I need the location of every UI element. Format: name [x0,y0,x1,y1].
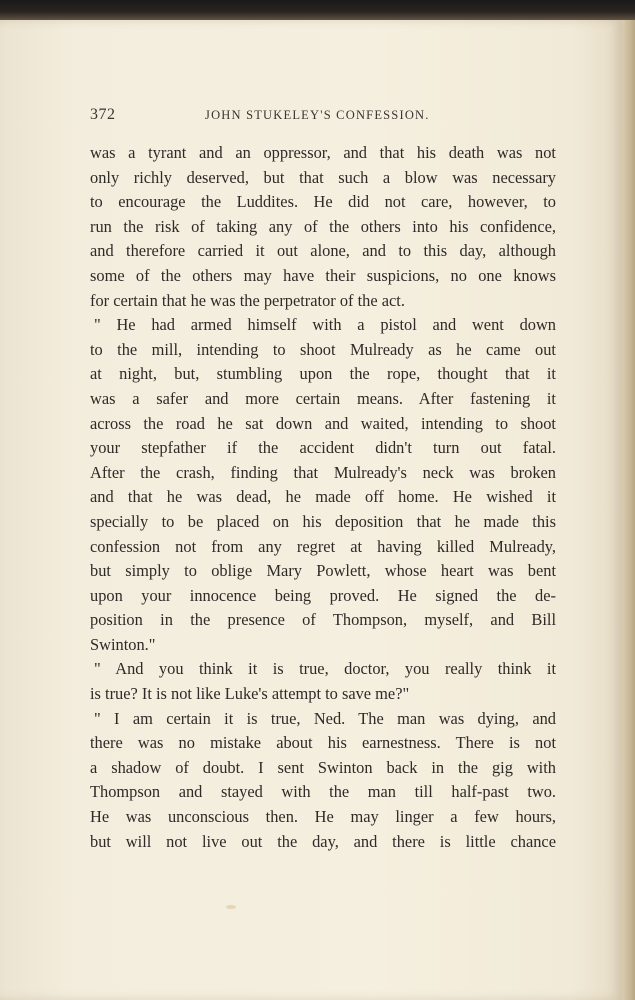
text-line: and therefore carried it out alone, and to this day, although [90,241,556,261]
text-line: your stepfather if the accident didn't turn out fatal. [90,438,556,458]
page-number: 372 [90,106,116,123]
text-line: run the risk of taking any of the others into his confidence, [90,216,556,236]
text-line: " I am certain it is true, Ned. The man was dying, and [94,708,556,728]
text-line: " He had armed himself with a pistol and went down [94,315,556,335]
text-line: is true? It is not like Luke's attempt to save me?" [90,684,410,704]
text-line: He was unconscious then. He may linger a few hours, [90,807,556,827]
text-line: across the road he sat down and waited, intending to shoot [90,413,556,433]
text-line: but will not live out the day, and there is little chance [90,831,556,851]
text-line: to encourage the Luddites. He did not care, however, to [90,192,556,212]
text-line: some of the others may have their suspicions, no one knows [90,265,556,285]
text-line: to the mill, intending to shoot Mulready as he came out [90,339,556,359]
text-line: at night, but, stumbling upon the rope, thought that it [90,364,556,384]
running-title: JOHN STUKELEY'S CONFESSION. [205,108,430,122]
text-line: was a tyrant and an oppressor, and that his death was not [90,143,556,162]
text-line: for certain that he was the perpetrator of the act. [90,290,405,310]
text-line: a shadow of doubt. I sent Swinton back in the gig with [90,757,556,777]
body-text [90,141,556,854]
book-top-edge [0,0,635,22]
text-line: " And you think it is true, doctor, you really think it [94,659,556,679]
text-line: there was no mistake about his earnestness. There is not [90,733,556,753]
text-line: only richly deserved, but that such a blow was necessary [90,167,556,187]
text-line: Swinton." [90,634,156,654]
paper-speck [226,905,236,909]
text-line: confession not from any regret at having killed Mulready, [90,536,556,556]
text-line: Thompson and stayed with the man till half-past two. [90,782,556,802]
text-line: but simply to oblige Mary Powlett, whose heart was bent [90,561,556,581]
text-line: upon your innocence being proved. He signed the de- [90,585,556,605]
text-line: position in the presence of Thompson, myself, and Bill [90,610,556,630]
page-header [90,106,558,126]
text-line: and that he was dead, he made off home. He wished it [90,487,556,507]
page-gutter-edge [622,20,635,1000]
text-line: was a safer and more certain means. After fastening it [90,388,556,408]
text-line: specially to be placed on his deposition that he made this [90,511,556,531]
text-line: After the crash, finding that Mulready's neck was broken [90,462,556,482]
